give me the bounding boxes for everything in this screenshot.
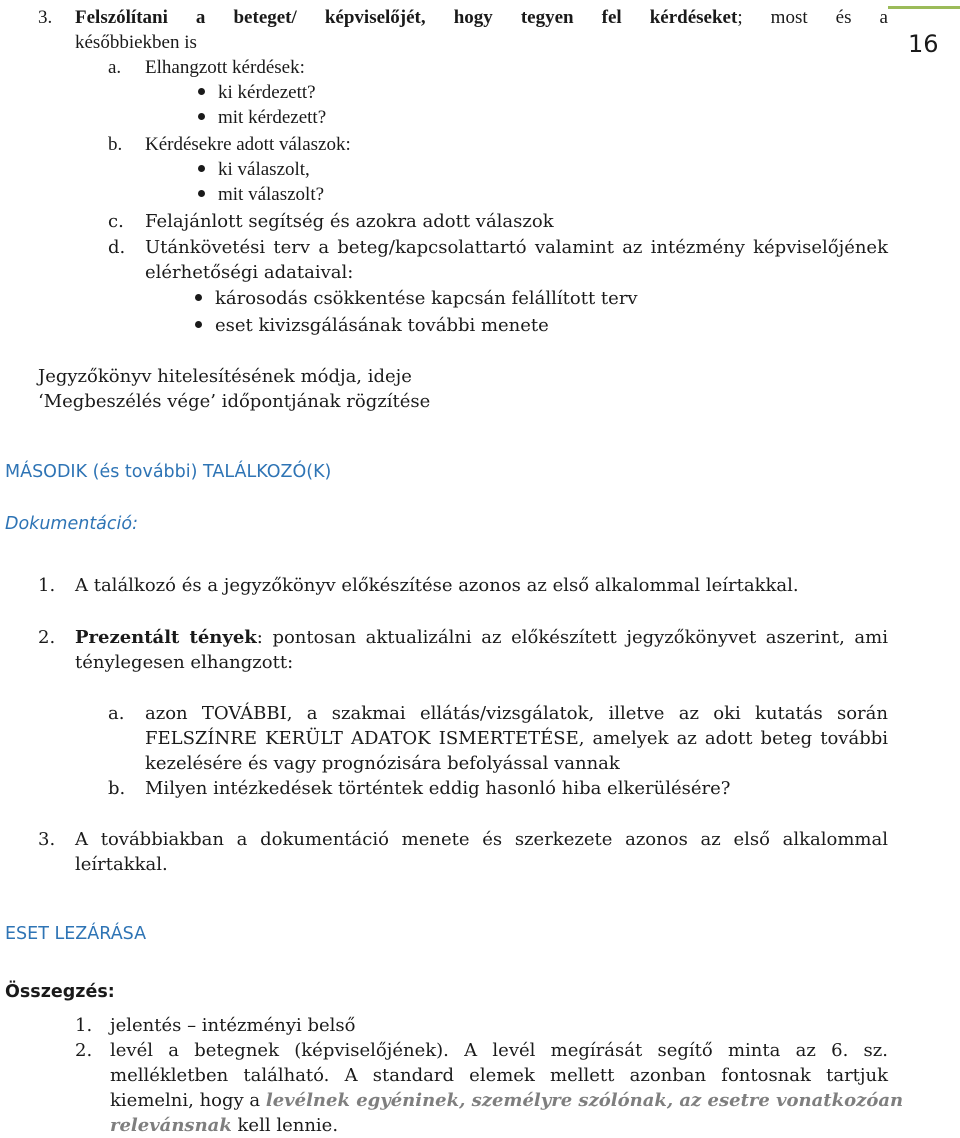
section3-line1 <box>75 6 888 30</box>
section3-rest-text: ; most és a <box>737 7 888 28</box>
bullet-icon <box>195 294 202 301</box>
doc-sub-a-line3: kezelésére és vagy prognózisára befolyással vannak <box>145 753 620 774</box>
section3-number: 3. <box>38 7 53 28</box>
emphasis-text: relevánsnak <box>110 1115 232 1136</box>
doc-sub-b-text: Milyen intézkedések történtek eddig hasonló hiba elkerülésére? <box>145 778 731 799</box>
item-a-label: a. <box>108 57 122 78</box>
summary-item-2-number: 2. <box>75 1040 93 1061</box>
item-d-text-line2: elérhetőségi adataival: <box>145 262 354 283</box>
doc-item-3-number: 3. <box>38 829 56 850</box>
bullet-item: ki válaszolt, <box>198 158 310 182</box>
item-c-label: c. <box>108 211 124 232</box>
item-d-text-line1: Utánkövetési terv a beteg/kapcsolattartó valamint az intézmény képviselőjének <box>145 237 888 258</box>
doc-item-2-number: 2. <box>38 627 56 648</box>
summary-heading: Összegzés: <box>5 982 115 1002</box>
meeting-end-text: ‘Megbeszélés vége’ időpontjának rögzítése <box>38 391 431 412</box>
summary-item-1-text: jelentés – intézményi belső <box>110 1015 356 1036</box>
doc-item-3-line1: A továbbiakban a dokumentáció menete és szerkezete azonos az első alkalommal <box>75 829 888 850</box>
item-d-label: d. <box>108 237 126 258</box>
doc-item-2-line1: Prezentált tények: pontosan aktualizálni az előkészített jegyzőkönyvet aszerint, ami <box>75 627 888 648</box>
section3-bold-text: Felszólítani a beteget/ képviselőjét, hogy tegyen fel kérdéseket <box>75 7 738 28</box>
page-number-accent-bar <box>888 6 960 9</box>
second-meeting-heading: MÁSODIK (és további) TALÁLKOZÓ(K) <box>5 462 332 482</box>
page-number: 16 <box>908 30 939 58</box>
bullet-item: ki kérdezett? <box>198 81 316 105</box>
summary-item-2-line4: relevánsnak kell lennie. <box>110 1115 339 1136</box>
doc-sub-a-line2: FELSZÍNRE KERÜLT ADATOK ISMERTETÉSE, amelyek az adott beteg további <box>145 728 888 749</box>
summary-item-2-line2: mellékletben található. A standard elemek mellett azonban fontosnak tartjuk <box>110 1065 888 1086</box>
bullet-item: mit kérdezett? <box>198 106 326 130</box>
item-c-text: Felajánlott segítség és azokra adott válaszok <box>145 211 554 232</box>
doc-item-2-line2: ténylegesen elhangzott: <box>75 652 294 673</box>
section3-line2: későbbiekben is <box>75 32 197 53</box>
bullet-icon <box>198 88 205 95</box>
bullet-icon <box>198 190 205 197</box>
bullet-item: károsodás csökkentése kapcsán felállított terv <box>195 287 638 311</box>
item-b-label: b. <box>108 134 123 155</box>
bullet-item: eset kivizsgálásának további menete <box>195 314 549 338</box>
summary-item-2-line1: levél a betegnek (képviselőjének). A levél megírását segítő minta az 6. sz. <box>110 1040 888 1061</box>
item-a-text: Elhangzott kérdések: <box>145 57 305 78</box>
summary-item-1-number: 1. <box>75 1015 93 1036</box>
documentation-heading: Dokumentáció: <box>5 514 138 534</box>
bullet-icon <box>198 165 205 172</box>
doc-sub-a-label: a. <box>108 703 125 724</box>
bullet-icon <box>198 113 205 120</box>
doc-item-1-text: A találkozó és a jegyzőkönyv előkészítése azonos az első alkalommal leírtakkal. <box>75 575 799 596</box>
doc-item-1-number: 1. <box>38 575 56 596</box>
doc-item-3-line2: leírtakkal. <box>75 854 168 875</box>
case-closure-heading: ESET LEZÁRÁSA <box>5 924 147 944</box>
doc-sub-a-line1: azon TOVÁBBI, a szakmai ellátás/vizsgálatok, illetve az oki kutatás során <box>145 703 888 724</box>
verification-text: Jegyzőkönyv hitelesítésének módja, ideje <box>38 366 412 387</box>
bullet-item: mit válaszolt? <box>198 183 324 207</box>
doc-sub-b-label: b. <box>108 778 126 799</box>
presented-facts-label: Prezentált tények <box>75 627 257 648</box>
bullet-icon <box>195 321 202 328</box>
item-b-text: Kérdésekre adott válaszok: <box>145 134 351 155</box>
summary-item-2-line3: kiemelni, hogy a levélnek egyéninek, személyre szólónak, az esetre vonatkozóan <box>110 1090 904 1111</box>
emphasis-text: levélnek egyéninek, személyre szólónak, az esetre vonatkozóan <box>265 1090 904 1111</box>
